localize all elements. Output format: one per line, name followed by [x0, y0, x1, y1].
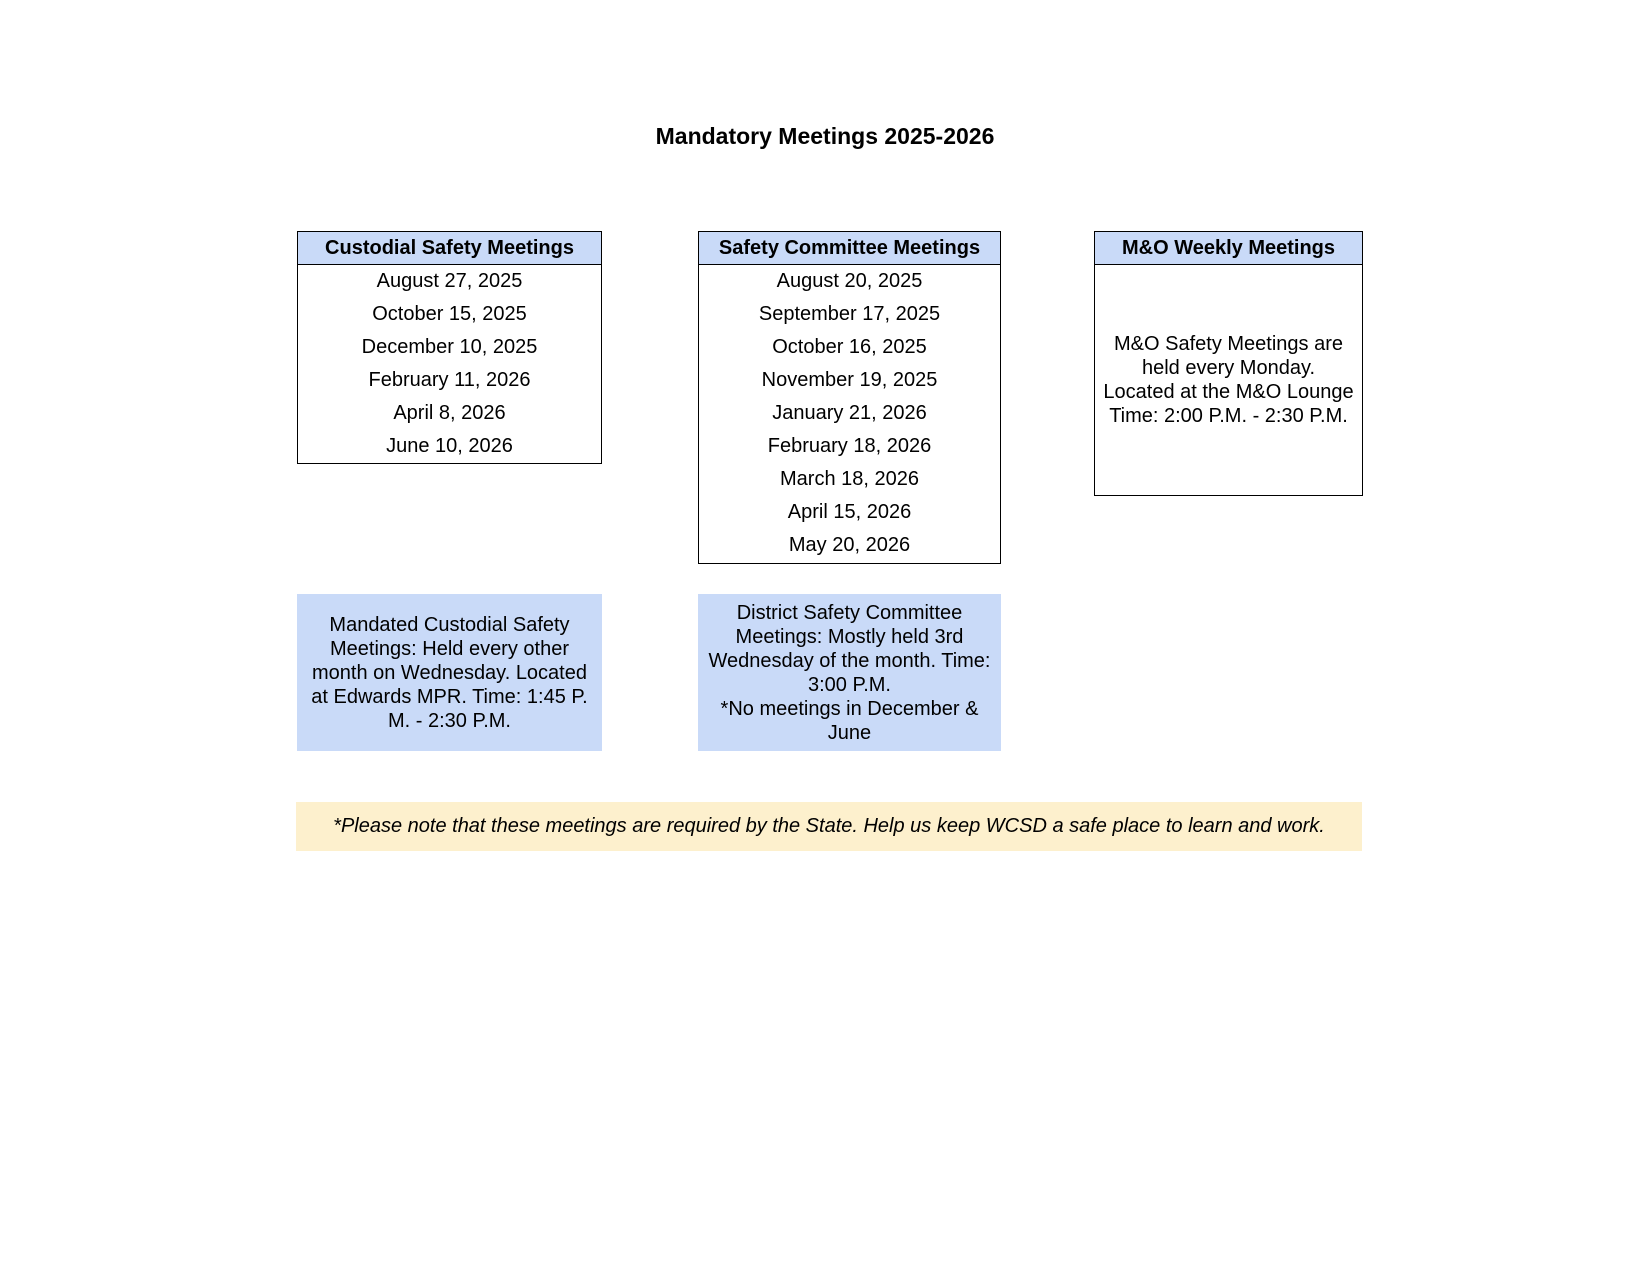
date-row: August 20, 2025 [776, 270, 923, 292]
custodial-safety-table [297, 231, 602, 464]
date-row: April 8, 2026 [393, 402, 506, 424]
safety-committee-note: District Safety Committee Meetings: Mostly held 3rd Wednesday of the month. Time: 3:00 P.M. *No meetings in December & June [698, 594, 1001, 751]
date-row: December 10, 2025 [361, 336, 538, 358]
footer-note: *Please note that these meetings are required by the State. Help us keep WCSD a safe place to learn and work. [296, 802, 1362, 851]
date-row: May 20, 2026 [788, 534, 911, 556]
safety-committee-table [698, 231, 1001, 564]
date-row: January 21, 2026 [772, 402, 927, 424]
mo-weekly-table [1094, 231, 1363, 496]
custodial-safety-note: Mandated Custodial Safety Meetings: Held every other month on Wednesday. Located at Edwards MPR. Time: 1:45 P. M. - 2:30 P.M. [297, 594, 602, 751]
mo-weekly-description: M&O Safety Meetings are held every Monday. Located at the M&O Lounge Time: 2:00 P.M. - 2:30 P.M. [1103, 333, 1354, 427]
date-row: September 17, 2025 [758, 303, 941, 325]
safety-committee-dates [699, 265, 1000, 562]
custodial-safety-dates [298, 265, 601, 463]
date-row: April 15, 2026 [787, 501, 912, 523]
date-row: June 10, 2026 [386, 435, 513, 457]
date-row: October 16, 2025 [772, 336, 927, 358]
date-row: March 18, 2026 [780, 468, 919, 490]
date-row: February 11, 2026 [368, 369, 531, 391]
date-row: February 18, 2026 [767, 435, 932, 457]
mo-weekly-header: M&O Weekly Meetings [1095, 232, 1362, 265]
page-title: Mandatory Meetings 2025-2026 [655, 123, 995, 149]
date-row: August 27, 2025 [376, 270, 523, 292]
custodial-safety-header: Custodial Safety Meetings [298, 232, 601, 265]
date-row: November 19, 2025 [761, 369, 938, 391]
safety-committee-header: Safety Committee Meetings [699, 232, 1000, 265]
date-row: October 15, 2025 [372, 303, 527, 325]
